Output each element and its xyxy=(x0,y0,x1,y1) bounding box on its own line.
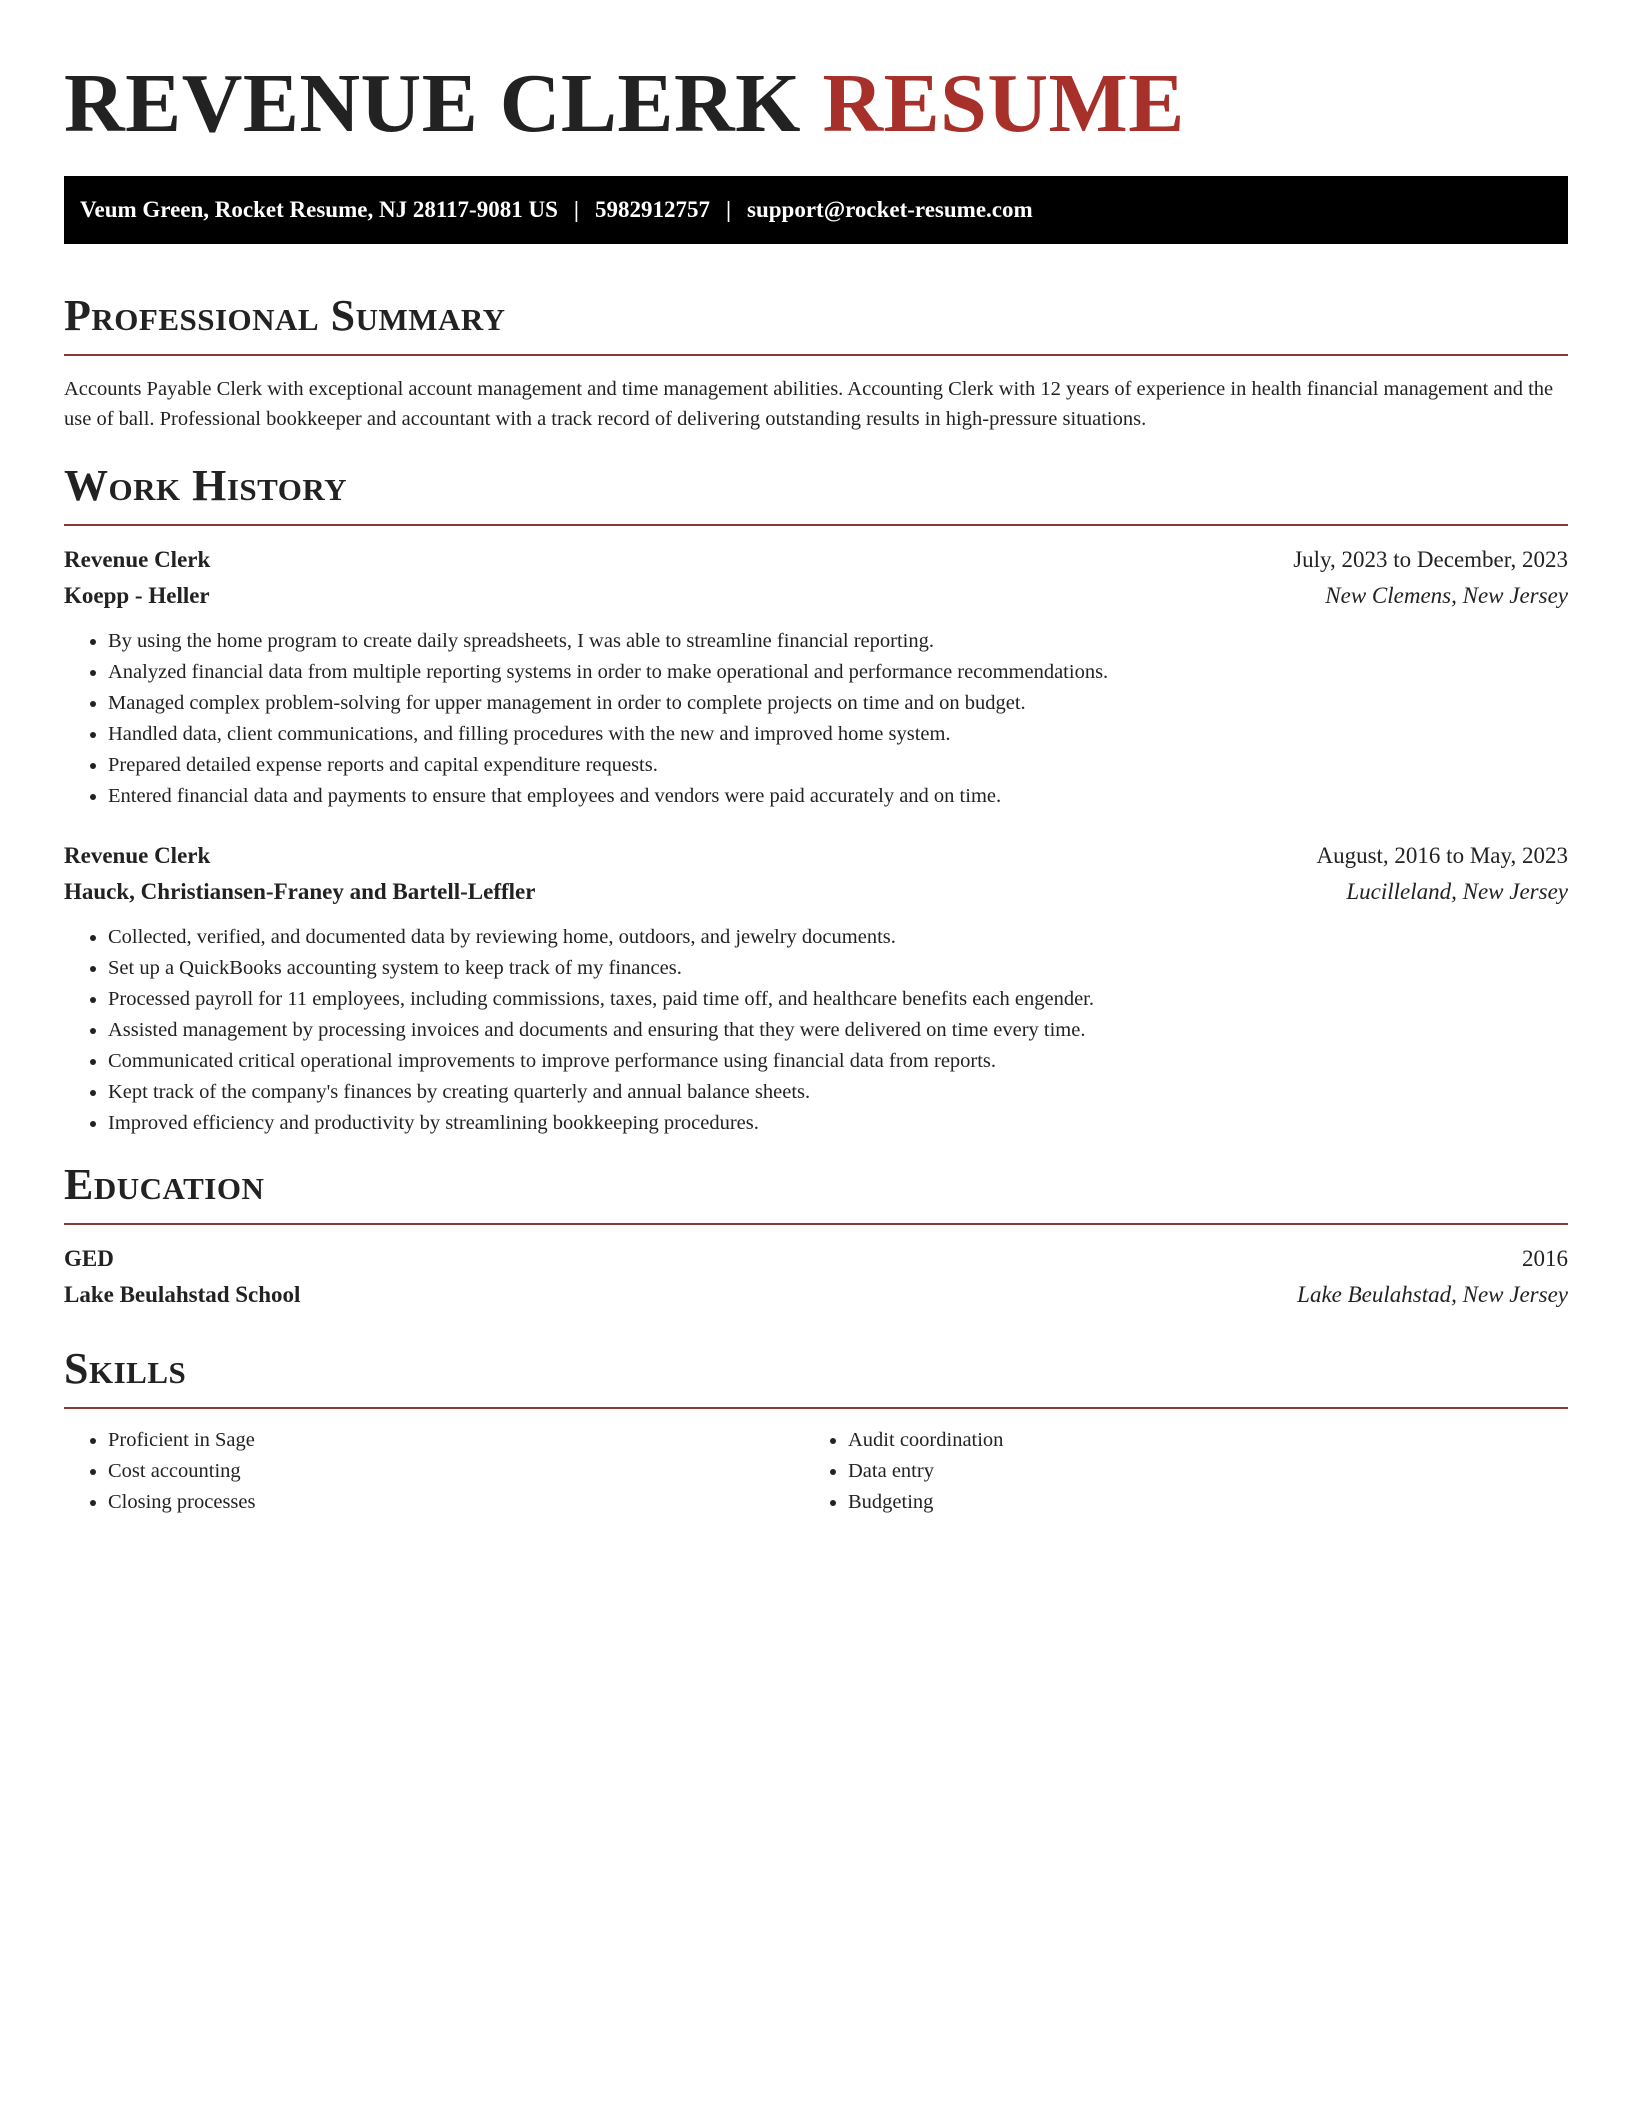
job-company: Hauck, Christiansen-Franey and Bartell-Leffler xyxy=(64,879,536,904)
job-company-row xyxy=(64,874,1568,910)
list-item: • Assisted management by processing invoices and documents and ensuring that they were delivered on time every time. xyxy=(108,1015,1568,1046)
job-dates: July, 2023 to December, 2023 xyxy=(1293,547,1568,572)
work-history-heading: Work History xyxy=(64,461,348,510)
contact-phone: 5982912757 xyxy=(594,197,710,222)
job-company-row xyxy=(64,578,1568,614)
list-item: • Managed complex problem-solving for upper management in order to complete projects on time and on budget. xyxy=(108,688,1568,719)
section-divider xyxy=(64,1407,1568,1409)
job-title: Revenue Clerk xyxy=(64,843,211,868)
list-item: • Prepared detailed expense reports and capital expenditure requests. xyxy=(108,750,1568,781)
list-item: • Budgeting xyxy=(848,1487,1544,1518)
list-item: • Entered financial data and payments to ensure that employees and vendors were paid accurately and on time. xyxy=(108,781,1568,812)
list-item: • Communicated critical operational improvements to improve performance using financial data from reports. xyxy=(108,1046,1568,1077)
title-main: REVENUE CLERK xyxy=(64,57,801,150)
job-entry xyxy=(64,838,1568,1139)
contact-separator: | xyxy=(573,197,579,222)
education-heading: Education xyxy=(64,1160,265,1209)
section-divider xyxy=(64,1223,1568,1225)
job-header-row xyxy=(64,838,1568,874)
skills-heading: Skills xyxy=(64,1344,187,1393)
education-header-row xyxy=(64,1241,1568,1277)
job-location: Lucilleland, New Jersey xyxy=(1346,879,1568,904)
contact-email: support@rocket-resume.com xyxy=(747,197,1033,222)
list-item: • Audit coordination xyxy=(848,1425,1544,1456)
job-dates: August, 2016 to May, 2023 xyxy=(1316,843,1568,868)
skills-list-right xyxy=(804,1425,1544,1518)
contact-separator: | xyxy=(725,197,732,222)
work-history-section xyxy=(64,460,1568,1139)
list-item: • Analyzed financial data from multiple reporting systems in order to make operational and performance recommendations. xyxy=(108,657,1568,688)
contact-bar xyxy=(64,176,1568,244)
job-location: New Clemens, New Jersey xyxy=(1325,583,1568,608)
job-company: Koepp - Heller xyxy=(64,583,210,608)
section-divider xyxy=(64,524,1568,526)
education-location: Lake Beulahstad, New Jersey xyxy=(1297,1282,1568,1307)
job-entry xyxy=(64,542,1568,812)
skills-list-left xyxy=(64,1425,804,1518)
list-item: • By using the home program to create daily spreadsheets, I was able to streamline financial reporting. xyxy=(108,626,1568,657)
skills-columns xyxy=(64,1425,1568,1518)
education-year: 2016 xyxy=(1522,1246,1568,1271)
job-header-row xyxy=(64,542,1568,578)
list-item: • Kept track of the company's finances by creating quarterly and annual balance sheets. xyxy=(108,1077,1568,1108)
education-section xyxy=(64,1159,1568,1313)
summary-text: Accounts Payable Clerk with exceptional account management and time management abilities. Accounting Clerk with 12 years of experience in health financial management and the use of ball. Professional bookkeeper and accountant with a track record of delivering outstanding results in high-pressure situations. xyxy=(64,378,1554,430)
list-item: • Processed payroll for 11 employees, including commissions, taxes, paid time off, and healthcare benefits each engender. xyxy=(108,984,1568,1015)
education-entry xyxy=(64,1241,1568,1313)
list-item: • Set up a QuickBooks accounting system to keep track of my finances. xyxy=(108,953,1568,984)
job-title: Revenue Clerk xyxy=(64,547,211,572)
list-item: • Data entry xyxy=(848,1456,1544,1487)
job-duties-list xyxy=(64,626,1568,812)
education-school: Lake Beulahstad School xyxy=(64,1282,301,1307)
title-accent: RESUME xyxy=(822,57,1185,150)
education-school-row xyxy=(64,1277,1568,1313)
summary-section xyxy=(64,290,1568,434)
list-item: • Improved efficiency and productivity by streamlining bookkeeping procedures. xyxy=(108,1108,1568,1139)
list-item: • Collected, verified, and documented data by reviewing home, outdoors, and jewelry documents. xyxy=(108,922,1568,953)
contact-address: Veum Green, Rocket Resume, NJ 28117-9081 US xyxy=(80,197,558,222)
summary-heading: Professional Summary xyxy=(64,291,506,340)
education-degree: GED xyxy=(64,1246,114,1271)
list-item: • Handled data, client communications, and filling procedures with the new and improved home system. xyxy=(108,719,1568,750)
resume-title xyxy=(64,56,1568,152)
skills-section xyxy=(64,1343,1568,1518)
list-item: • Closing processes xyxy=(108,1487,804,1518)
job-duties-list xyxy=(64,922,1568,1139)
list-item: • Proficient in Sage xyxy=(108,1425,804,1456)
section-divider xyxy=(64,354,1568,356)
list-item: • Cost accounting xyxy=(108,1456,804,1487)
